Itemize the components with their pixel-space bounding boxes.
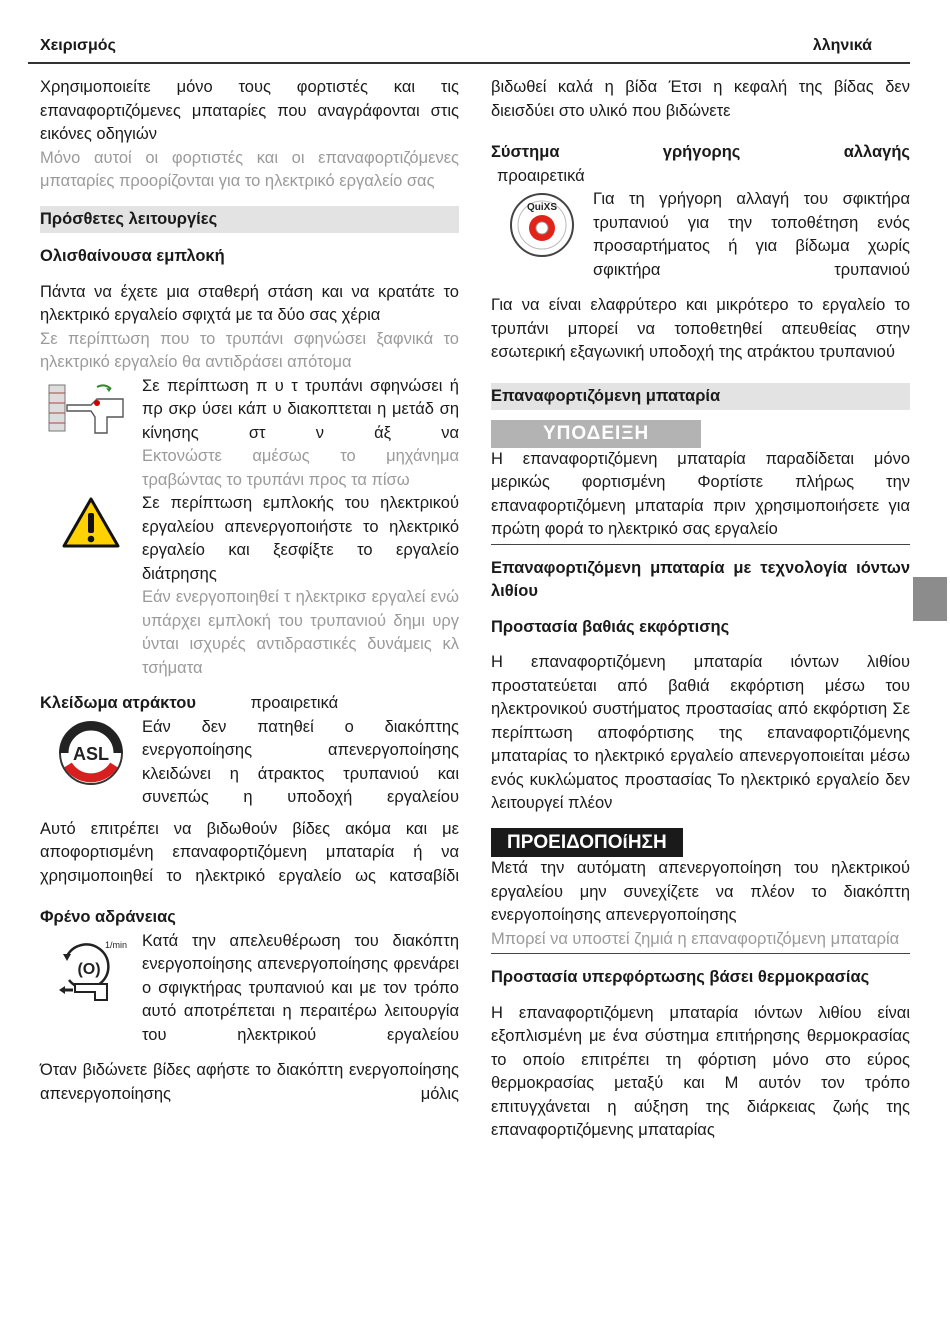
section-battery: Επαναφορτιζόμενη μπαταρία [491,383,910,411]
left-column [40,76,459,1106]
deep-discharge-text: Η επαναφορτιζόμενη μπαταρία ιόντων λιθίου προστατεύεται από βαθιά εκφόρτιση μέσω του ηλεκτρονικού συστήματος προστασίας από εκφόρτιση Σε περίπτωση αποφόρτισης της επαναφορτιζόμενης μπαταρίας το ηλεκτρικό εργαλείο απενεργοποιείται μέσω ενός κυκλώματος προστασίας Το ηλεκτρικό εργαλείο δεν λειτουργεί πλέον [491,653,910,812]
jam-block [40,375,459,493]
right-column [491,76,910,1143]
spindle-lock-optional: προαιρετικά [250,694,339,712]
coast-brake-heading: Φρένο αδράνειας [40,908,176,926]
warning-triangle-icon [40,492,142,550]
temperature-protection-heading: Προστασία υπερφόρτωσης βάσει θερμοκρασίας [491,968,870,986]
coast-brake-block [40,930,459,1048]
warning-block [40,492,459,680]
notice-label: ΥΠΟΔΕΙΞΗ [491,420,701,448]
spindle-lock-heading: Κλείδωμα ατράκτου [40,694,196,712]
notice-rule [491,544,910,545]
asl-auto-spindle-lock-icon [40,716,142,786]
drill-jam-icon [40,375,142,437]
deep-discharge-heading: Προστασία βαθιάς εκφόρτισης [491,617,730,636]
quick-change-text: Για τη γρήγορη αλλαγή του σφικτήρα τρυπανιού για την τοποθέτηση ενός προσαρτήματος ή για βίδωμα χωρίς σφικτήρα τρυπανιού [593,190,910,279]
header-section-title: Χειρισμός [40,37,116,54]
asl-logo-text: ASL [73,743,109,764]
warning-label: ΠΡΟΕΙΔΟΠΟίΗΣΗ [491,828,683,858]
jam-gray: Εκτονώστε αμέσως το μηχάνημα τραβώντας το τρυπάνι προς τα πίσω [142,447,459,489]
svg-text:(O): (O) [77,960,101,978]
slip-clutch-heading: Ολισθαίνουσα εμπλοκή [40,247,225,265]
li-ion-heading: Επαναφορτιζόμενη μπαταρία με τεχνολογία ιόντων λιθίου [491,558,910,600]
slip-clutch-gray: Σε περίπτωση που το τρυπάνι σφηνώσει ξαφνικά το ηλεκτρικό εργαλείο θα αντιδράσει απότομα [40,329,459,371]
section-additional-functions: Πρόσθετες λειτουργίες [40,206,459,234]
spindle-lock-heading-line [40,692,459,716]
coast-brake-paragraph: Όταν βιδώνετε βίδες αφήστε το διακόπτη ενεργοποίησης απενεργοποίησης μόλις [40,1061,459,1103]
header-rule [28,62,910,64]
warning-paragraph-gray: Μπορεί να υποστεί ζημιά η επαναφορτιζόμενη μπαταρία [491,929,900,948]
quick-change-optional: προαιρετικά [497,166,585,185]
coast-brake-icon [40,930,142,1006]
charger-note: Χρησιμοποιείτε μόνο τους φορτιστές και τις επαναφορτιζόμενες μπαταρίες που αναγράφονται στις εικόνες οδηγιών [40,78,459,143]
svg-text:1/min: 1/min [105,939,127,950]
warning-rule [491,953,910,954]
slip-clutch-text: Πάντα να έχετε μια σταθερή στάση και να κρατάτε το ηλεκτρικό εργαλείο σφιχτά με τα δύο σας χέρια [40,282,459,324]
spindle-lock-text: Εάν δεν πατηθεί ο διακόπτης ενεργοποίησης απενεργοποίησης κλειδώνει η άτρακτος τρυπανιού και συνεπώς η υποδοχή εργαλείου [142,717,459,806]
notice-text: Η επαναφορτιζόμενη μπαταρία παραδίδεται μόνο μερικώς φορτισμένη Φορτίστε πλήρως την επαναφορτιζόμενη μπαταρία πριν χρησιμοποιήσετε για πρώτη φορά το ηλεκτρικό σας εργαλείο [491,449,910,538]
charger-note-gray: Μόνο αυτοί οι φορτιστές και οι επαναφορτιζόμενες μπαταρίες προορίζονται για το ηλεκτρικό εργαλείο σας [40,148,459,190]
spindle-lock-block [40,716,459,810]
warning-paragraph: Μετά την αυτόματη απενεργοποίηση του ηλεκτρικού εργαλείου μην συνεχίζετε να πλέον το διακόπτη ενεργοποίησης απενεργοποίησης [491,859,910,924]
warning-text: Σε περίπτωση εμπλοκής του ηλεκτρικού εργαλείου απενεργοποιήστε το ηλεκτρικό εργαλείο και ξεσφίξτε το εργαλείο διάτρησης [142,494,459,583]
quick-change-heading: Σύστημα γρήγορης αλλαγής [491,143,910,161]
jam-text: Σε περίπτωση π υ τ τρυπάνι σφηνώσει ή πρ σκρ ύσει κάπ υ διακοπτεται η μετάδ ση κίνησης στ ν άξ να [142,376,459,442]
side-tab-marker [913,577,947,621]
quick-change-paragraph: Για να είναι ελαφρύτερο και μικρότερο το εργαλείο το τρυπάνι μπορεί να τοποθετηθεί απευθείας στην εσωτερική εξαγωνική υποδοχή της ατράκτου τρυπανιού [491,296,910,361]
quick-change-block [491,188,910,282]
coast-brake-text: Κατά την απελευθέρωση του διακόπτη ενεργοποίησης απενεργοποίησης φρενάρει ο σφιγκτήρας τρυπανιού και με τον τρόπο αυτό αποτρέπεται η περαιτέρω λειτουργία του ηλεκτρικού εργαλείου [142,931,459,1044]
quixs-logo-icon [491,188,593,258]
spindle-lock-paragraph: Αυτό επιτρέπει να βιδωθούν βίδες ακόμα και με αποφορτισμένη επαναφορτιζόμενη μπαταρία ή να χρησιμοποιηθεί το ηλεκτρικό εργαλείο ως κατσαβίδι [40,819,459,885]
quixs-logo-text: QuiXS [526,202,558,213]
screw-continued: βιδωθεί καλά η βίδα Έτσι η κεφαλή της βίδας δεν διεισδύει στο υλικό που βιδώνετε [491,78,910,120]
temperature-protection-text: Η επαναφορτιζόμενη μπαταρία ιόντων λιθίου είναι εξοπλισμένη με ένα σύστημα επιτήρησης θερμοκρασίας το οποίο επιτρέπει τη φόρτιση μόνο στο εύρος θερμοκρασίας μεταξύ και Μ αυτόν τον τρόπο επιτυγχάνεται η αύξηση της διάρκειας ζωής της επαναφορτιζόμενης μπαταρίας [491,1003,910,1139]
warning-gray: Εάν ενεργοποιηθεί τ ηλεκτρικσ εργαλεί ενώ υπάρχει εμπλοκή του τρυπανιού δημι υργ ύνται ισχυρές αντιδραστικές δυνάμεις κλ τσήματα [142,588,459,677]
header-language: λληνικά [812,37,872,54]
